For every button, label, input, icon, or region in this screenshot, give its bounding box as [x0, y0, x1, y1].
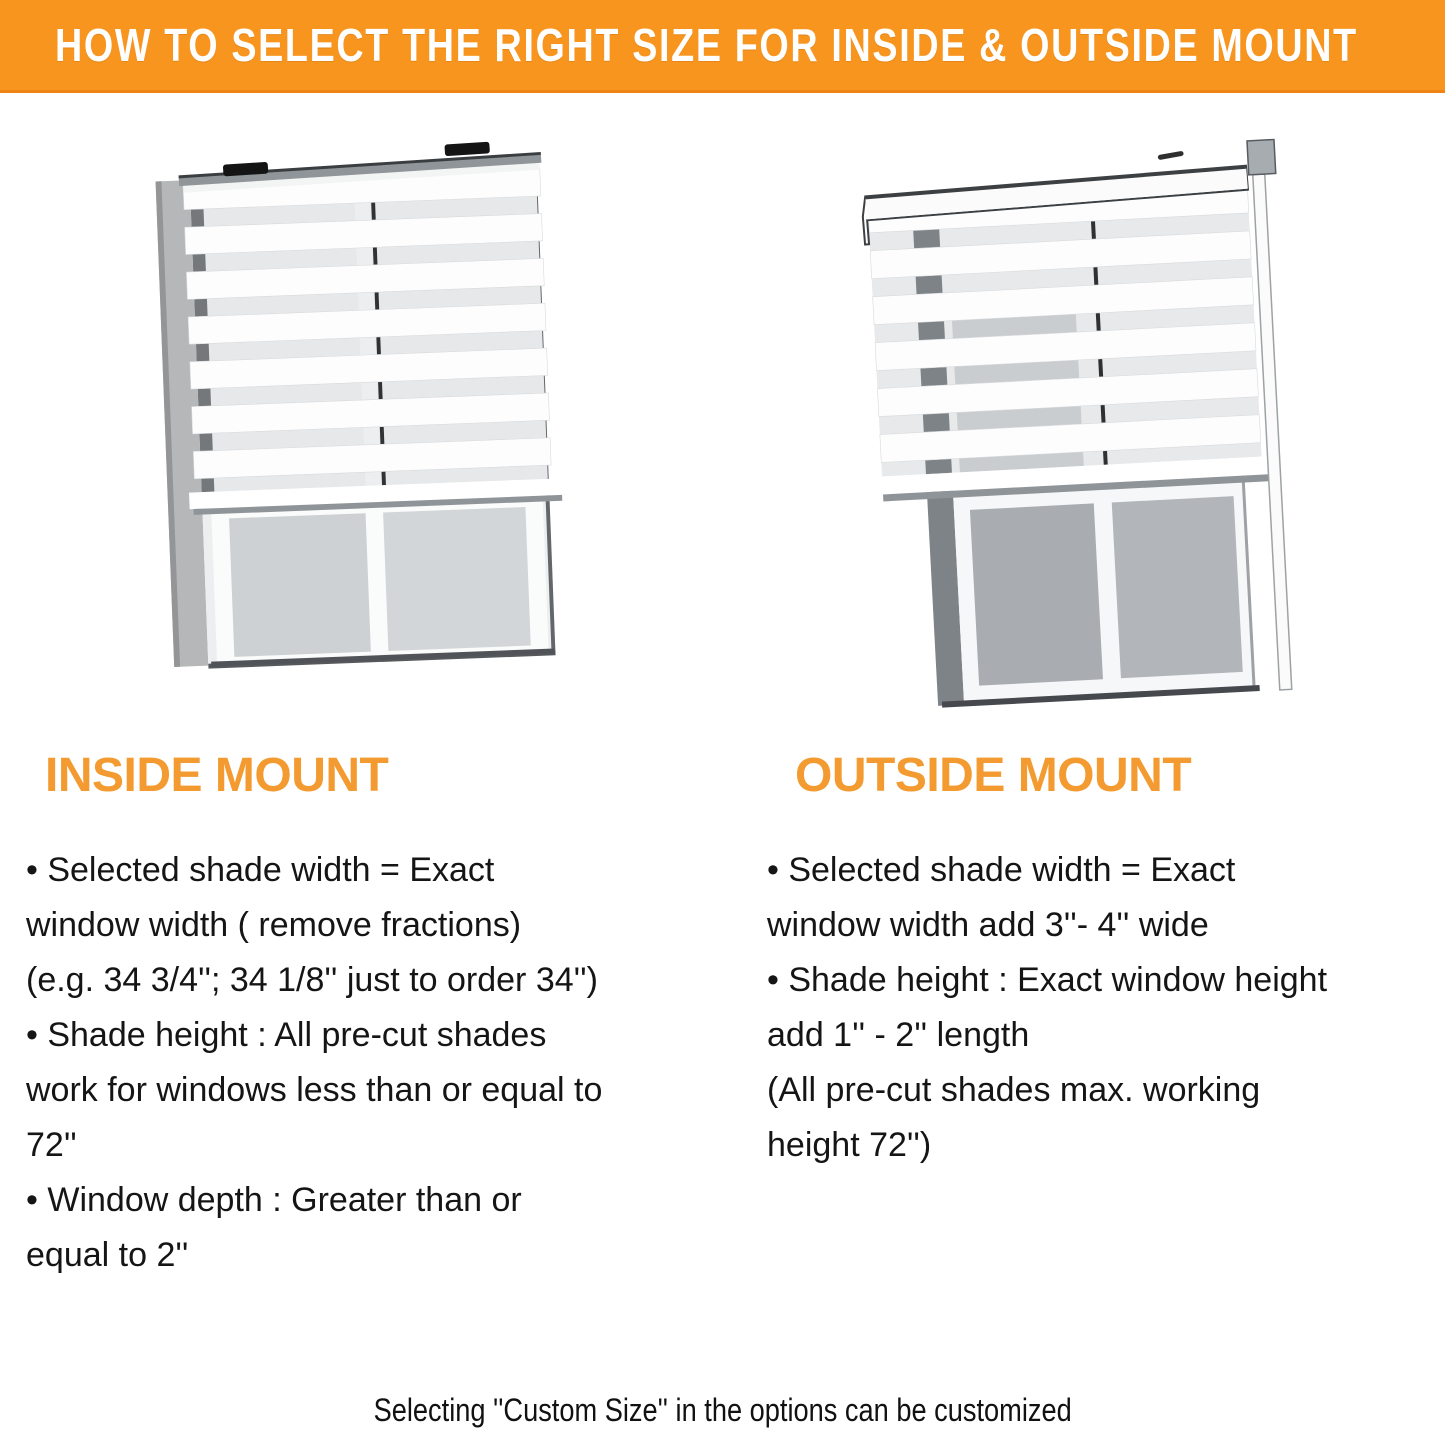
title-banner: [0, 0, 1445, 93]
text-line: • Selected shade width = Exact: [767, 851, 1236, 889]
text-line: (e.g. 34 3/4''; 34 1/8'' just to order 34''): [26, 961, 598, 999]
text-line: work for windows less than or equal to: [26, 1071, 603, 1109]
text-line: (All pre-cut shades max. working: [767, 1071, 1261, 1109]
text-line: height 72''): [767, 1126, 932, 1164]
outside-mount-instructions: [767, 843, 1437, 1173]
page-title: HOW TO SELECT THE RIGHT SIZE FOR INSIDE & OUTSIDE MOUNT: [55, 19, 1358, 71]
zebra-shade: [864, 184, 1277, 501]
text-line: window width ( remove fractions): [26, 906, 522, 944]
footer-note-text: Selecting ''Custom Size'' in the options can be customized: [373, 1392, 1072, 1428]
track-end-cap: [1247, 140, 1276, 175]
inside-mount-heading: INSIDE MOUNT: [45, 749, 389, 802]
text-line: add 1'' - 2'' length: [767, 1016, 1030, 1054]
inside-mount-instructions: [26, 843, 726, 1283]
text-line: • Shade height : Exact window height: [767, 961, 1328, 999]
text-line: equal to 2'': [26, 1236, 189, 1274]
text-line: • Selected shade width = Exact: [26, 851, 495, 889]
text-line: • Window depth : Greater than or: [26, 1181, 522, 1219]
inside-mount-window-illustration: [163, 152, 563, 692]
mount-bracket: [444, 142, 490, 157]
text-line: • Shade height : All pre-cut shades: [26, 1016, 547, 1054]
outside-mount-heading: OUTSIDE MOUNT: [795, 749, 1192, 802]
window-glass-panes: [205, 493, 554, 667]
zebra-shade: [177, 168, 562, 515]
outside-mount-window-illustration: [872, 140, 1290, 725]
footer-note: [0, 1392, 1445, 1429]
text-line: 72'': [26, 1126, 77, 1164]
text-line: window width add 3''- 4'' wide: [767, 906, 1209, 944]
